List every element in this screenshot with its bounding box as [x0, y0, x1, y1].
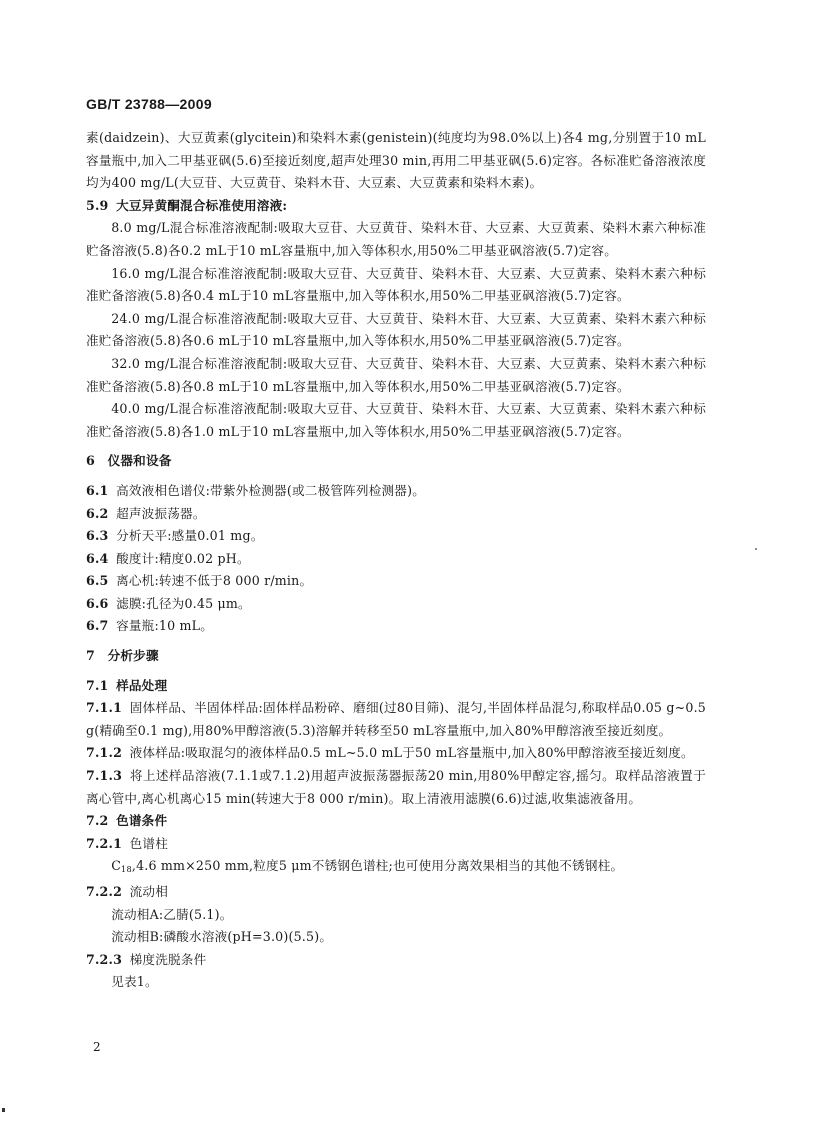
section-number: 5.9	[86, 197, 109, 213]
section-text: 将上述样品溶液(7.1.1或7.1.2)用超声波振荡器振荡20 min,用80%甲醇定容,摇匀。取样品溶液置于离心管中,离心机离心15 min(转速大于8 000 r/min)。取上清液用滤膜(6.6)过滤,收集滤液备用。	[86, 768, 706, 806]
section-7-2-1-heading	[86, 833, 706, 856]
column-c-subscript: 18	[121, 864, 132, 875]
section-title: 色谱柱	[129, 835, 168, 851]
section-7-2-3-heading	[86, 949, 706, 972]
page-number: 2	[93, 1040, 101, 1054]
chapter-7-heading	[86, 645, 706, 668]
section-text: 液体样品:吸取混匀的液体样品0.5 mL~5.0 mL于50 mL容量瓶中,加入80%甲醇溶液至接近刻度。	[129, 745, 694, 761]
mobile-phase-a: 流动相A:乙腈(5.1)。	[111, 906, 233, 922]
mobile-phase-b: 流动相B:磷酸水溶液(pH=3.0)(5.5)。	[111, 929, 333, 945]
chapter-6-heading	[86, 450, 706, 473]
item-text: 容量瓶:10 mL。	[116, 618, 214, 634]
section-title: 样品处理	[116, 677, 168, 693]
item-text: 离心机:转速不低于8 000 r/min。	[116, 573, 313, 589]
standard-code-header: GB/T 23788—2009	[86, 96, 212, 112]
column-c-letter: C	[111, 858, 122, 874]
chapter-title: 仪器和设备	[107, 453, 172, 469]
item-text: 超声波振荡器。	[116, 505, 206, 521]
equipment-item	[86, 593, 706, 616]
section-number: 7.2.1	[86, 835, 123, 851]
body-text	[86, 127, 706, 994]
section-title: 梯度洗脱条件	[129, 951, 207, 967]
section-7-2-2-heading	[86, 881, 706, 904]
item-number: 6.1	[86, 482, 109, 498]
section-title: 流动相	[129, 884, 168, 900]
section-7-1-1	[86, 697, 706, 742]
section-number: 7.2	[86, 813, 109, 829]
equipment-item	[86, 503, 706, 526]
equipment-item	[86, 480, 706, 503]
equipment-item	[86, 525, 706, 548]
chapter-number: 6	[86, 453, 95, 469]
section-number: 7.1.3	[86, 768, 123, 784]
item-number: 6.2	[86, 505, 109, 521]
equipment-item	[86, 570, 706, 593]
item-text: 滤膜:孔径为0.45 μm。	[116, 595, 251, 611]
intro-paragraph: 素(daidzein)、大豆黄素(glycitein)和染料木素(genistein)(纯度均为98.0%以上)各4 mg,分别置于10 mL容量瓶中,加入二甲基亚砜(5.6)至接近刻度,超声处理30 min,再用二甲基亚砜(5.6)定容。各标准贮备溶液浓度均为400 mg/L(大豆苷、大豆黄苷、染料木苷、大豆素、大豆黄素和染料木素)。	[86, 130, 706, 191]
mix-standard-item: 8.0 mg/L混合标准溶液配制:吸取大豆苷、大豆黄苷、染料木苷、大豆素、大豆黄素、染料木素六种标准贮备溶液(5.8)各0.2 mL于10 mL容量瓶中,加入等体积水,用50%二甲基亚砜溶液(5.7)定容。	[86, 220, 706, 258]
mix-standard-item: 40.0 mg/L混合标准溶液配制:吸取大豆苷、大豆黄苷、染料木苷、大豆素、大豆黄素、染料木素六种标准贮备溶液(5.8)各1.0 mL于10 mL容量瓶中,加入等体积水,用50%二甲基亚砜溶液(5.7)定容。	[86, 401, 706, 439]
item-number: 6.7	[86, 618, 109, 634]
item-number: 6.5	[86, 573, 109, 589]
see-table-text: 见表1。	[111, 974, 158, 990]
item-number: 6.4	[86, 550, 109, 566]
section-5-9-heading	[86, 195, 706, 218]
scan-speck	[755, 548, 757, 550]
equipment-item	[86, 615, 706, 638]
mix-standard-item: 32.0 mg/L混合标准溶液配制:吸取大豆苷、大豆黄苷、染料木苷、大豆素、大豆黄素、染料木素六种标准贮备溶液(5.8)各0.8 mL于10 mL容量瓶中,加入等体积水,用50%二甲基亚砜溶液(5.7)定容。	[86, 355, 706, 394]
mix-standard-item: 24.0 mg/L混合标准溶液配制:吸取大豆苷、大豆黄苷、染料木苷、大豆素、大豆黄素、染料木素六种标准贮备溶液(5.8)各0.6 mL于10 mL容量瓶中,加入等体积水,用50%二甲基亚砜溶液(5.7)定容。	[86, 310, 706, 349]
section-7-1-heading	[86, 675, 706, 698]
section-title: 大豆异黄酮混合标准使用溶液:	[116, 197, 288, 213]
chapter-number: 7	[86, 648, 95, 664]
item-text: 酸度计:精度0.02 pH。	[116, 550, 250, 566]
column-spec	[86, 855, 706, 881]
chapter-title: 分析步骤	[107, 648, 159, 664]
mix-standard-item: 16.0 mg/L混合标准溶液配制:吸取大豆苷、大豆黄苷、染料木苷、大豆素、大豆黄素、染料木素六种标准贮备溶液(5.8)各0.4 mL于10 mL容量瓶中,加入等体积水,用50%二甲基亚砜溶液(5.7)定容。	[86, 265, 706, 304]
item-text: 高效液相色谱仪:带紫外检测器(或二极管阵列检测器)。	[116, 482, 425, 498]
section-number: 7.2.2	[86, 884, 123, 900]
section-number: 7.1.1	[86, 700, 123, 716]
section-number: 7.1	[86, 677, 109, 693]
item-number: 6.6	[86, 595, 109, 611]
section-title: 色谱条件	[116, 813, 168, 829]
section-7-1-3	[86, 765, 706, 810]
section-text: 固体样品、半固体样品:固体样品粉碎、磨细(过80目筛)、混匀,半固体样品混匀,称取样品0.05 g~0.5 g(精确至0.1 mg),用80%甲醇溶液(5.3)溶解并转移至50 mL容量瓶中,加入80%甲醇溶液至接近刻度。	[86, 700, 706, 738]
section-number: 7.2.3	[86, 951, 123, 967]
item-text: 分析天平:感量0.01 mg。	[116, 528, 264, 544]
item-number: 6.3	[86, 528, 109, 544]
scan-mark	[2, 1108, 5, 1112]
section-7-2-heading	[86, 810, 706, 833]
section-7-1-2	[86, 742, 706, 765]
column-spec-text: ,4.6 mm×250 mm,粒度5 μm不锈钢色谱柱;也可使用分离效果相当的其他不锈钢柱。	[131, 858, 624, 874]
section-number: 7.1.2	[86, 745, 123, 761]
equipment-item	[86, 548, 706, 571]
